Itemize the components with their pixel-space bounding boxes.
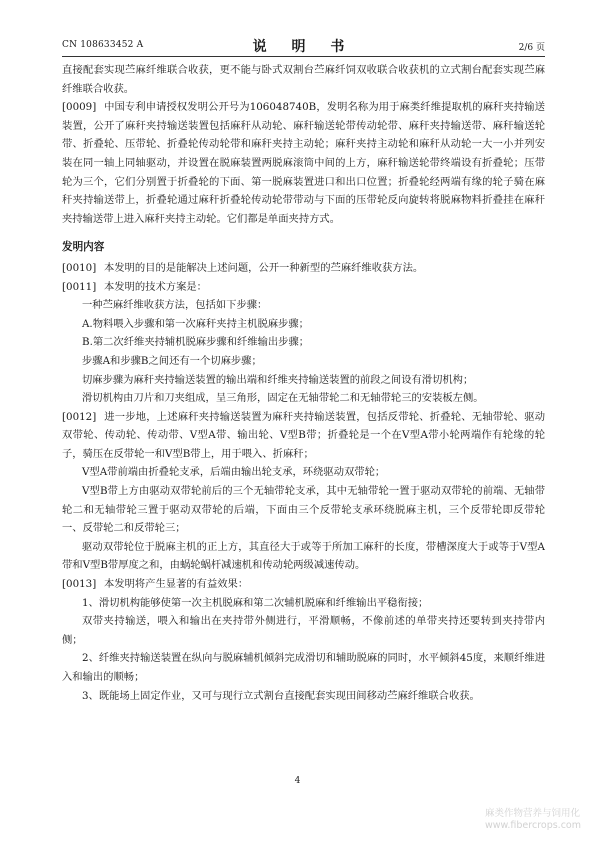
watermark-title: 麻类作物营养与饲用化	[484, 808, 580, 819]
document-title: 说 明 书	[252, 39, 355, 55]
header-divider	[62, 56, 545, 57]
paragraph-0010	[62, 259, 545, 278]
v-belt-b-description: V型B带上方由驱动双带轮前后的三个无轴带轮支承，其中无轴带轮一置于驱动双带轮的前端、无轴带轮二和无轴带轮三置于驱动双带轮的后端，下面由三个反带轮支承环绕脱麻主机，三个反带轮即反带轮一、反带轮二和反带轮三；	[62, 485, 545, 535]
effect-2: 2、纤维夹持输送装置在纵向与脱麻辅机倾斜完成滑切和辅助脱麻的同时，水平倾斜45度，来顺纤维进入和输出的顺畅；	[62, 652, 545, 683]
watermark-url: www.fibercrops.com	[484, 820, 581, 831]
patent-number: CN 108633452 A	[62, 40, 144, 50]
sliding-cut-mechanism: 滑切机构由刀片和刀夹组成，呈三角形，固定在无轴带轮二和无轴带轮三的安装板左侧。	[82, 392, 484, 405]
step-a: A.物料喂入步骤和第一次麻秆夹持主机脱麻步骤；	[82, 317, 309, 330]
effect-1: 1、滑切机构能够使第一次主机脱麻和第二次辅机脱麻和纤维输出平稳衔接；	[82, 596, 429, 609]
page-header	[62, 36, 545, 54]
paragraph-text: 本发明的技术方案是：	[104, 280, 207, 293]
paragraph-number: [0013]	[62, 578, 97, 591]
document-body	[62, 61, 545, 705]
effect-1-detail: 双带夹持输送，喂入和输出在夹持带外侧进行，平滑顺畅，不像前述的单带夹持还要转到夹持带内侧；	[62, 615, 545, 646]
paragraph-text: 中国专利申请授权发明公开号为106048740B，发明名称为用于麻类纤维提取机的麻秆夹持输送装置，公开了麻秆夹持输送装置包括麻秆从动轮、麻秆输送轮带传动轮带、麻秆夹持输送带、麻秆输送轮带、折叠轮、压带轮、折叠轮传动轮带和麻秆夹持主动轮；麻秆夹持主动轮和麻秆从动轮一大一小并列安装在同一轴上同轴驱动，并设置在脱麻装置两脱麻滚筒中间的上方，麻秆输送轮带终端设有折叠轮；压带轮为三个，它们分别置于折叠轮的下面、第一脱麻装置进口和出口位置；折叠轮经两端有缘的轮子骑在麻秆夹持输送带上，折叠轮通过麻秆折叠轮传动轮带带动与下面的压带轮反向旋转将脱麻物料折叠挂在麻秆夹持输送带上进入麻秆夹持主动轮。它们都是单面夹持方式。	[62, 101, 545, 225]
paragraph-number: [0012]	[62, 410, 97, 423]
paragraph-text: 本发明将产生显著的有益效果：	[104, 578, 249, 591]
paragraph-0012	[62, 408, 545, 464]
effect-3: 3、既能场上固定作业，又可与现行立式割台直接配套实现田间移动苎麻纤维联合收获。	[82, 689, 480, 702]
cutting-step-detail: 切麻步骤为麻秆夹持输送装置的输出端和纤维夹持输送装置的前段之间设有滑切机构；	[82, 373, 474, 386]
drive-pulley-description: 驱动双带轮位于脱麻主机的正上方，其直径大于或等于所加工麻秆的长度，带槽深度大于或等于V型A带和V型B带厚度之和，由蜗轮蜗杆减速机和传动轮两级减速传动。	[62, 540, 545, 572]
paragraph-number: [0010]	[62, 261, 97, 274]
step-b: B.第二次纤维夹持辅机脱麻步骤和纤维输出步骤；	[82, 336, 310, 349]
method-intro: 一种苎麻纤维收获方法，包括如下步骤：	[82, 299, 268, 312]
cutting-step: 步骤A和步骤B之间还有一个切麻步骤；	[82, 354, 262, 367]
page-number: 4	[294, 776, 301, 786]
page-count: 2/6 页	[518, 43, 545, 53]
paragraph-text: 本发明的目的是能解决上述问题，公开一种新型的苎麻纤维收获方法。	[104, 261, 424, 274]
paragraph-0011	[62, 278, 545, 297]
paragraph-text: 进一步地，上述麻秆夹持输送装置为麻秆夹持输送装置，包括反带轮、折叠轮、无轴带轮、驱动双带轮、传动轮、传动带、V型A带、输出轮、V型B带；折叠轮是一个在V型A带小轮两端作有轮缘的轮子，骑压在反带轮一和V型B带上，用于喂入、折麻秆；	[62, 410, 545, 460]
paragraph-continued: 直接配套实现苎麻纤维联合收获，更不能与卧式双割台苎麻纤饲双收联合收获机的立式割台配套实现苎麻纤维联合收获。	[62, 64, 545, 95]
paragraph-number: [0009]	[62, 101, 97, 114]
section-heading: 发明内容	[62, 241, 105, 254]
paragraph-0009	[62, 98, 545, 228]
paragraph-0013	[62, 575, 545, 594]
site-watermark	[485, 808, 581, 832]
paragraph-number: [0011]	[62, 280, 97, 293]
v-belt-a-description: V型A带前端由折叠轮支承，后端由输出轮支承，环绕驱动双带轮；	[82, 466, 386, 479]
